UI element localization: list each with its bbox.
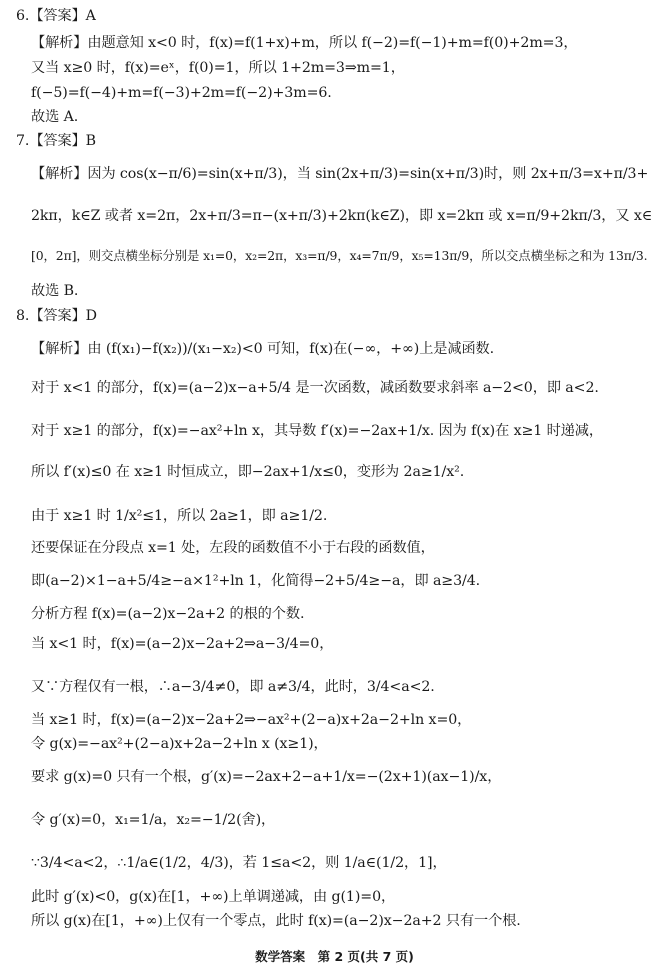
solution-line: 还要保证在分段点 x=1 处，左段的函数值不小于右段的函数值， [31, 540, 435, 556]
solution-line: 当 x≥1 时，f(x)=(a−2)x−2a+2⇒−ax²+(2−a)x+2a−2+ln x=0， [31, 712, 472, 728]
solution-line: 又∵方程仅有一根，∴a−3/4≠0，即 a≠3/4，此时，3/4<a<2. [31, 679, 435, 695]
answer-heading: 6.【答案】A [16, 8, 96, 24]
solution-line: 此时 g′(x)<0，g(x)在[1，+∞)上单调递减，由 g(1)=0， [31, 889, 396, 905]
solution-line: 【解析】由题意知 x<0 时，f(x)=f(1+x)+m，所以 f(−2)=f(−1)+m=f(0)+2m=3， [31, 35, 578, 51]
solution-line: 所以 f′(x)≤0 在 x≥1 时恒成立，即−2ax+1/x≤0，变形为 2a≥1/x². [31, 464, 465, 480]
solution-line: 令 g(x)=−ax²+(2−a)x+2a−2+ln x (x≥1)， [31, 736, 328, 752]
solution-line: 2kπ，k∈Z 或者 x=2π，2x+π/3=π−(x+π/3)+2kπ(k∈Z)，即 x=2kπ 或 x=π/9+2kπ/3，又 x∈ [31, 208, 653, 224]
solution-line: 分析方程 f(x)=(a−2)x−2a+2 的根的个数. [31, 606, 305, 622]
solution-line: 故选 B. [31, 283, 79, 299]
solution-line: 【解析】因为 cos(x−π/6)=sin(x+π/3)，当 sin(2x+π/3)=sin(x+π/3)时，则 2x+π/3=x+π/3+ [31, 166, 649, 182]
solution-line: 【解析】由 (f(x₁)−f(x₂))/(x₁−x₂)<0 可知，f(x)在(−∞，+∞)上是减函数. [31, 341, 495, 357]
solution-line: 所以 g(x)在[1，+∞)上仅有一个零点，此时 f(x)=(a−2)x−2a+2 只有一个根. [31, 913, 521, 929]
solution-line: 要求 g(x)=0 只有一个根，g′(x)=−2ax+2−a+1/x=−(2x+1)(ax−1)/x， [31, 769, 502, 785]
solution-line: 当 x<1 时，f(x)=(a−2)x−2a+2⇒a−3/4=0， [31, 636, 334, 652]
solution-line: 故选 A. [31, 109, 79, 125]
solution-line: 即(a−2)×1−a+5/4≥−a×1²+ln 1，化简得−2+5/4≥−a，即 a≥3/4. [31, 573, 481, 589]
answer-heading: 8.【答案】D [16, 308, 97, 324]
solution-line: f(−5)=f(−4)+m=f(−3)+2m=f(−2)+3m=6. [31, 85, 332, 101]
page-footer: 数学答案 第 2 页(共 7 页) [255, 949, 414, 964]
solution-line: ∵3/4<a<2，∴1/a∈(1/2，4/3)，若 1≤a<2，则 1/a∈(1/2，1]， [31, 855, 447, 871]
solution-line: 对于 x<1 的部分，f(x)=(a−2)x−a+5/4 是一次函数，减函数要求斜率 a−2<0，即 a<2. [31, 380, 599, 396]
solution-line: 令 g′(x)=0，x₁=1/a，x₂=−1/2(舍)， [31, 812, 276, 828]
solution-line: 又当 x≥0 时，f(x)=eˣ，f(0)=1，所以 1+2m=3⇒m=1， [31, 60, 405, 76]
solution-line: [0，2π]，则交点横坐标分别是 x₁=0，x₂=2π，x₃=π/9，x₄=7π/9，x₅=13π/9，所以交点横坐标之和为 13π/3. [31, 248, 648, 263]
solution-line: 由于 x≥1 时 1/x²≤1，所以 2a≥1，即 a≥1/2. [31, 508, 328, 524]
answer-heading: 7.【答案】B [16, 133, 97, 149]
solution-line: 对于 x≥1 的部分，f(x)=−ax²+ln x，其导数 f′(x)=−2ax+1/x. 因为 f(x)在 x≥1 时递减， [31, 423, 603, 439]
